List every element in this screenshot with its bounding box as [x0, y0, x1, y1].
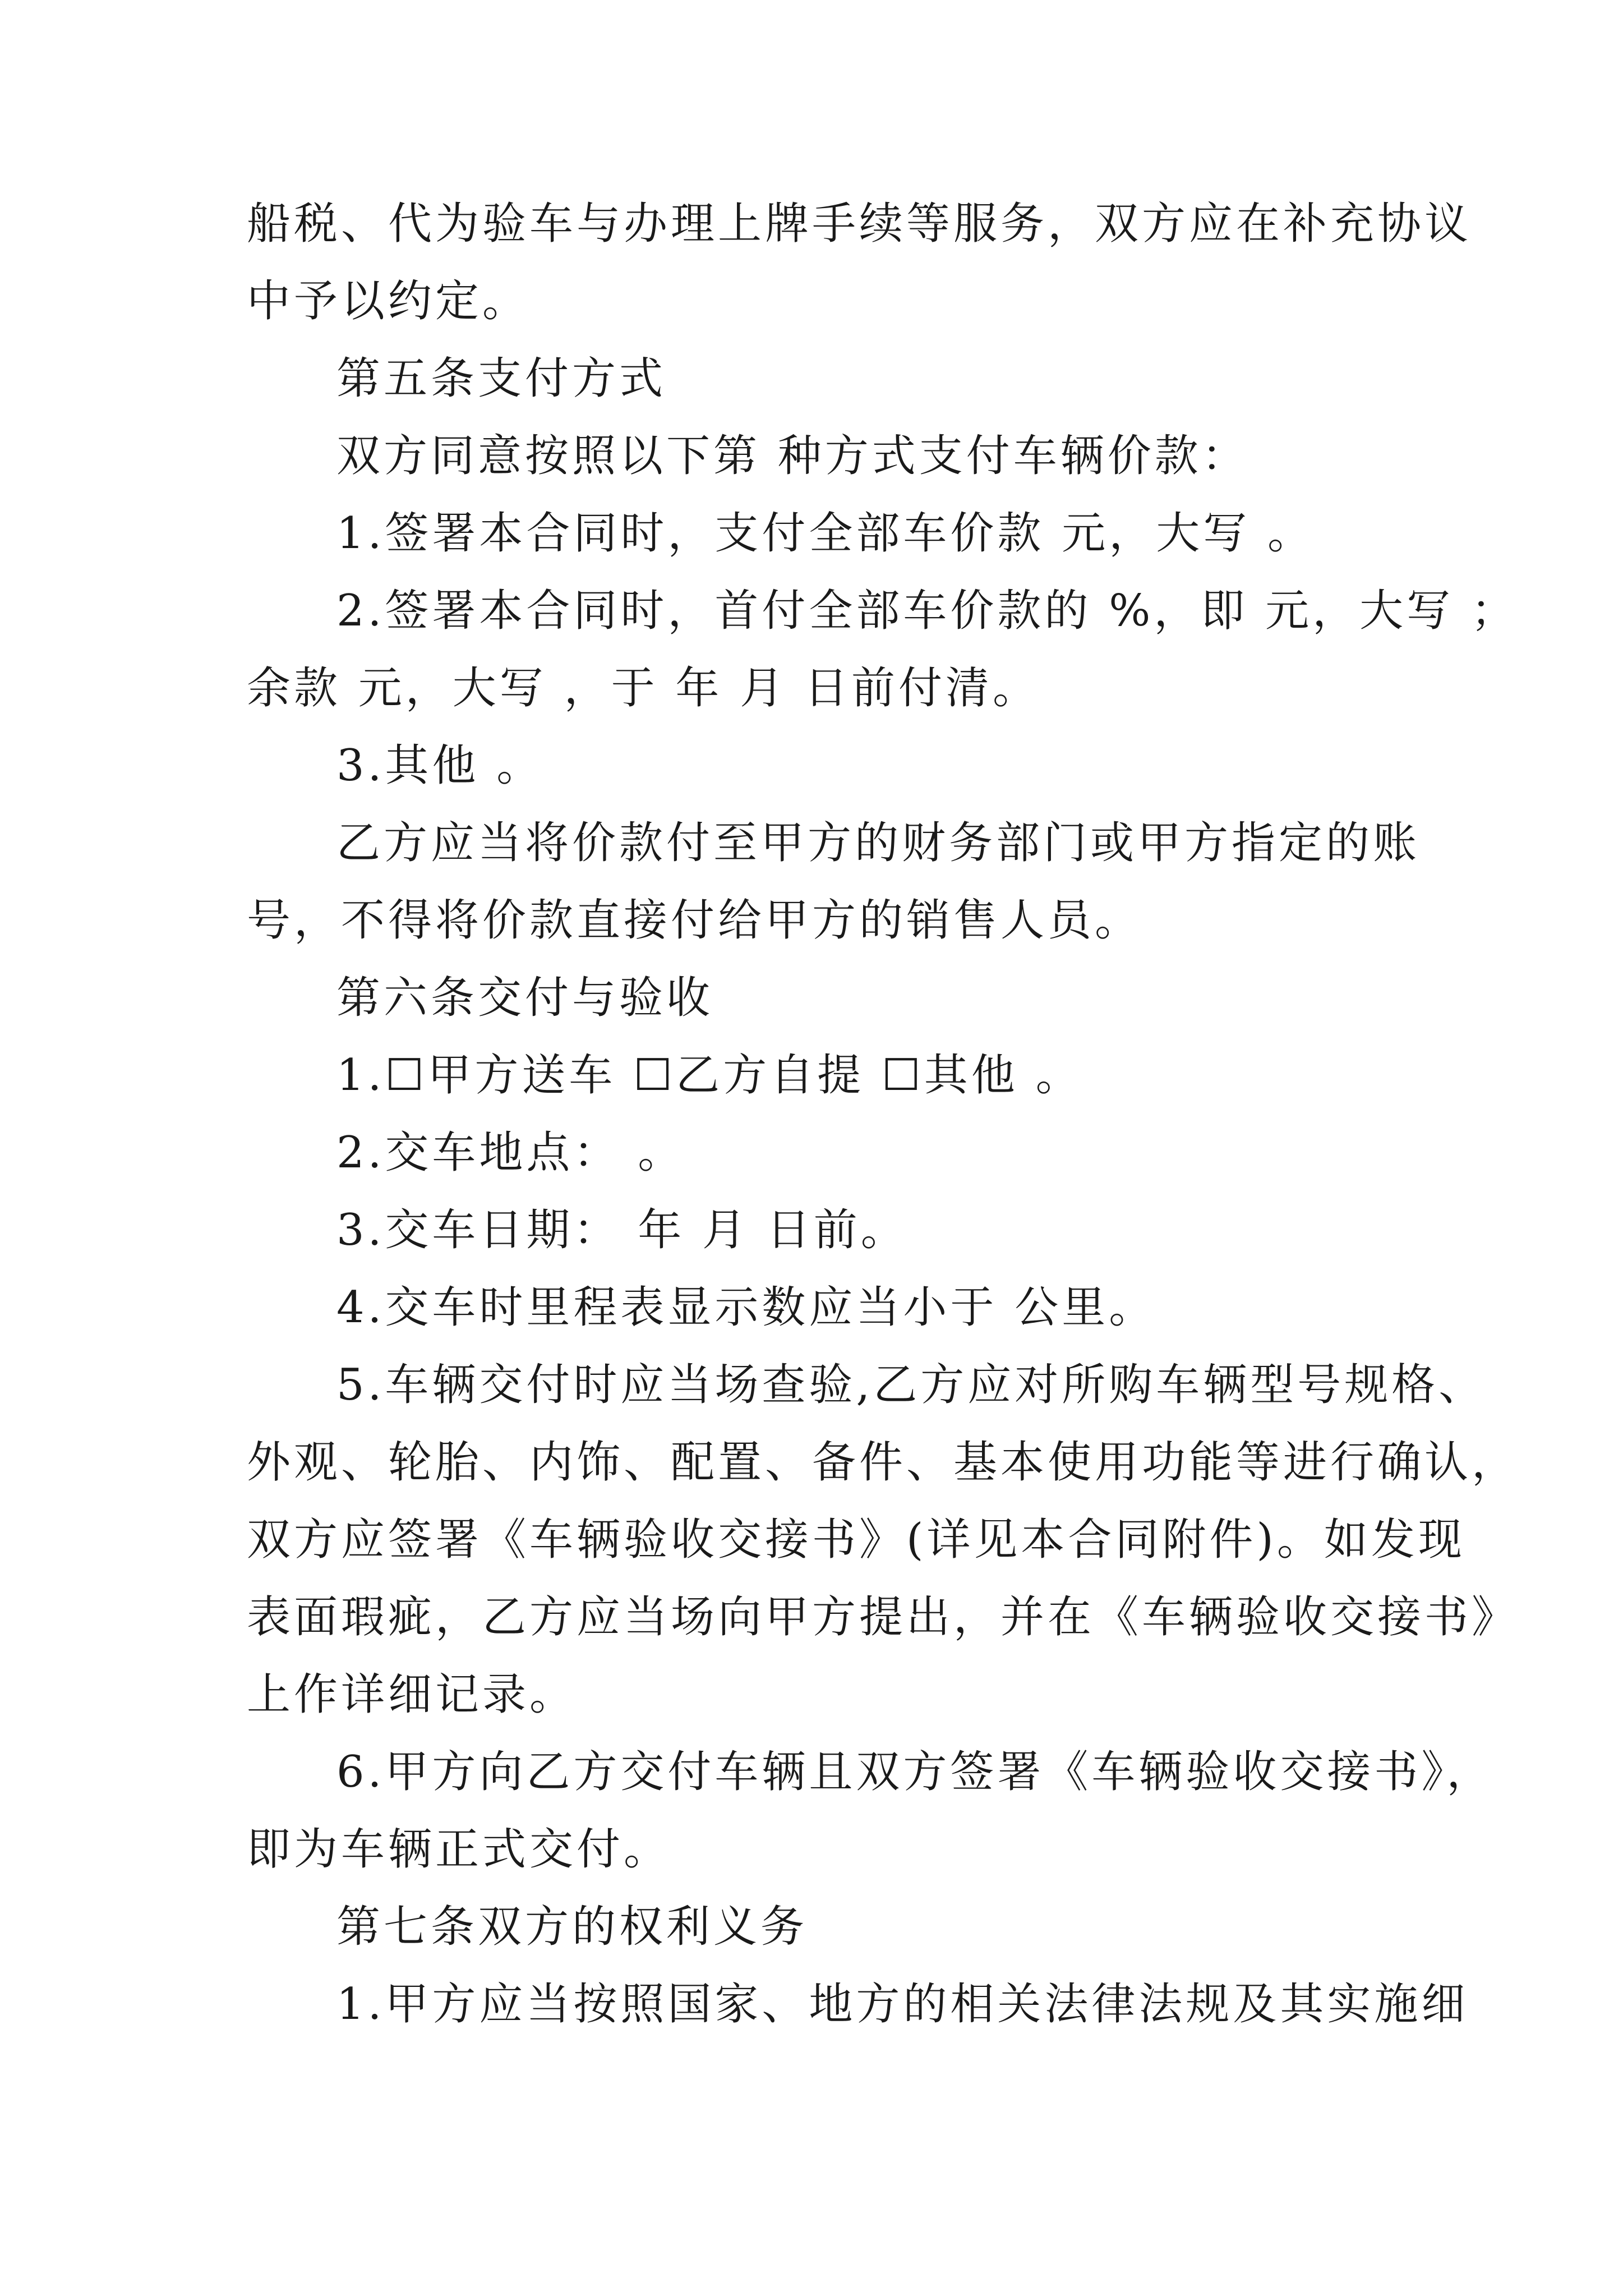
- text-line: 表面瑕疵，乙方应当场向甲方提出，并在《车辆验收交接书》: [247, 1592, 1519, 1642]
- list-item: 5.车辆交付时应当场查验,乙方应对所购车辆型号规格、: [336, 1360, 1486, 1410]
- list-item: 1.签署本合同时，支付全部车价款 元，大写 。: [336, 508, 1315, 559]
- list-item-delivery-options: 1.☐甲方送车 ☐乙方自提 ☐其他 。: [336, 1050, 1083, 1101]
- text-line: 船税、代为验车与办理上牌手续等服务，双方应在补充协议: [247, 199, 1472, 249]
- section-heading-article-7: 第七条双方的权利义务: [336, 1902, 808, 1952]
- text-line: 双方应签署《车辆验收交接书》(详见本合同附件)。如发现: [247, 1515, 1465, 1565]
- text-line: 余款 元，大写 ，于 年 月 日前付清。: [247, 663, 1040, 714]
- text-line: 外观、轮胎、内饰、配置、备件、基本使用功能等进行确认，: [247, 1437, 1519, 1488]
- list-item: 3.其他 。: [336, 740, 544, 791]
- list-item: 3.交车日期： 年 月 日前。: [336, 1205, 908, 1255]
- text-line: 中予以约定。: [247, 276, 530, 326]
- text-line: 号，不得将价款直接付给甲方的销售人员。: [247, 895, 1142, 946]
- section-heading-article-5: 第五条支付方式: [336, 353, 667, 404]
- list-item: 1.甲方应当按照国家、地方的相关法律法规及其实施细: [336, 1979, 1469, 2030]
- text-line: 上作详细记录。: [247, 1669, 577, 1720]
- text-line: 乙方应当将价款付至甲方的财务部门或甲方指定的账: [336, 818, 1421, 868]
- text-line: 双方同意按照以下第 种方式支付车辆价款：: [336, 431, 1249, 481]
- list-item: 2.交车地点： 。: [336, 1128, 685, 1178]
- text-line: 即为车辆正式交付。: [247, 1824, 671, 1875]
- list-item: 4.交车时里程表显示数应当小于 公里。: [336, 1282, 1156, 1333]
- section-heading-article-6: 第六条交付与验收: [336, 973, 714, 1023]
- list-item: 6.甲方向乙方交付车辆且双方签署《车辆验收交接书》，: [336, 1747, 1494, 1797]
- contract-page: [247, 185, 1519, 2043]
- list-item: 2.签署本合同时，首付全部车价款的 %，即 元，大写 ；: [336, 586, 1518, 636]
